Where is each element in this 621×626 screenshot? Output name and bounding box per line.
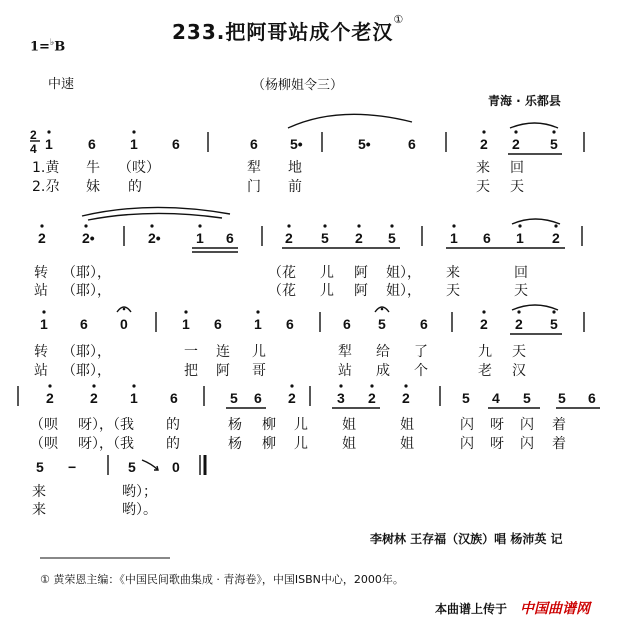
note: 6: [408, 136, 416, 152]
note: 6: [254, 390, 262, 406]
note: 5•: [358, 136, 371, 152]
lyric: 2.尕: [32, 179, 60, 195]
lyric: 杨: [228, 436, 242, 452]
note: 1: [196, 230, 204, 246]
time-signature-top: 2: [30, 128, 37, 142]
lyric: 九: [478, 344, 492, 360]
upload-label: 本曲谱上传于: [435, 602, 508, 616]
note: 6: [226, 230, 234, 246]
lyric: （耶），: [62, 344, 111, 360]
region-label: 青海 · 乐都县: [488, 94, 561, 108]
note: 6: [80, 316, 88, 332]
note: 2: [515, 316, 523, 332]
lyric: （呗: [30, 417, 58, 433]
lyric: 姐: [400, 417, 414, 433]
footnote-text: ① 黄荣恩主编：《中国民间歌曲集成 · 青海卷》，中国ISBN中心，2000年。: [40, 573, 404, 586]
note: 1: [450, 230, 458, 246]
note: −: [68, 459, 77, 475]
lyric: 的: [166, 417, 180, 433]
lyric: 闪: [460, 436, 474, 452]
note: 6: [588, 390, 596, 406]
note: 2: [402, 390, 410, 406]
lyric: 犁: [247, 160, 261, 176]
note: 5: [462, 390, 470, 406]
lyric: 天: [476, 179, 490, 195]
note: 5: [558, 390, 566, 406]
lyric: 汉: [512, 363, 526, 379]
lyric: 姐: [400, 436, 414, 452]
lyric: 来: [32, 502, 46, 518]
lyric: 闪: [460, 417, 474, 433]
note: 2•: [82, 230, 95, 246]
tune-name: （杨柳姐令三）: [252, 78, 344, 93]
lyric: 给: [376, 344, 390, 360]
lyric: （哎）: [118, 160, 160, 176]
note: 2: [480, 136, 488, 152]
lyric: 天: [510, 179, 524, 195]
lyric: 哟）；: [122, 484, 157, 500]
note: 1: [182, 316, 190, 332]
note: 6: [170, 390, 178, 406]
lyric: （耶），: [62, 265, 111, 281]
song-title: 233.把阿哥站成个老汉①: [172, 13, 405, 44]
lyric: 天: [512, 344, 526, 360]
time-signature-bottom: 4: [30, 142, 37, 156]
lyric: 妹: [86, 179, 100, 195]
note: 2: [90, 390, 98, 406]
note: 6: [88, 136, 96, 152]
lyric: 地: [288, 160, 302, 176]
note: 6: [343, 316, 351, 332]
lyric: 前: [288, 179, 302, 195]
lyric: 阿: [216, 363, 230, 379]
lyric: 1.黄: [32, 160, 60, 176]
lyric: 儿: [294, 417, 308, 433]
lyric: 来: [446, 265, 460, 281]
note: 2: [552, 230, 560, 246]
note: 1: [40, 316, 48, 332]
lyric: 来: [476, 160, 490, 176]
note: 5: [523, 390, 531, 406]
key-signature: 1=♭B: [30, 38, 66, 55]
lyric: 儿: [252, 344, 266, 360]
lyric: 连: [216, 344, 230, 360]
lyric: （呗: [30, 436, 58, 452]
lyric: 把: [184, 363, 198, 379]
lyric: 天: [514, 283, 528, 299]
lyric: 回: [510, 160, 524, 176]
lyric: 柳: [262, 436, 276, 452]
note: 2: [285, 230, 293, 246]
lyric: 门: [247, 179, 261, 195]
lyric: （耶），: [62, 283, 111, 299]
lyric: 儿: [320, 283, 334, 299]
note: 6: [172, 136, 180, 152]
lyric: 牛: [86, 160, 100, 176]
lyric: 阿: [354, 265, 368, 281]
performer-credit: 李树林 王存福（汉族）唱 杨沛英 记: [370, 532, 563, 546]
note: 6: [483, 230, 491, 246]
note: 2: [480, 316, 488, 332]
note: 5•: [290, 136, 303, 152]
lyric: 着: [552, 436, 566, 452]
lyric: 站: [338, 363, 352, 379]
note: 5: [550, 136, 558, 152]
lyric: 呀: [490, 417, 504, 433]
note: 2: [355, 230, 363, 246]
lyric: 个: [414, 363, 428, 379]
lyric: 哟）。: [122, 502, 157, 518]
note: 5: [230, 390, 238, 406]
lyric: 站: [34, 363, 48, 379]
note: 2: [288, 390, 296, 406]
lyric: 闪: [520, 417, 534, 433]
note: 6: [250, 136, 258, 152]
note: 6: [420, 316, 428, 332]
lyric: 回: [514, 265, 528, 281]
tempo-marking: 中速: [48, 77, 75, 92]
note: 6: [214, 316, 222, 332]
note: 5: [128, 459, 136, 475]
lyric: 呀），（我: [78, 436, 134, 452]
note: 0: [120, 316, 128, 332]
lyric: 着: [552, 417, 566, 433]
note: 2: [38, 230, 46, 246]
lyric: 阿: [354, 283, 368, 299]
note: 5: [321, 230, 329, 246]
lyric: 天: [446, 283, 460, 299]
note: 1: [45, 136, 53, 152]
lyric: 儿: [294, 436, 308, 452]
lyric: 来: [32, 484, 46, 500]
lyric: （花: [268, 283, 296, 299]
lyric: （花: [268, 265, 296, 281]
note: 2: [46, 390, 54, 406]
site-logo[interactable]: 中国曲谱网: [520, 601, 590, 617]
note: 5: [378, 316, 386, 332]
lyric: 儿: [320, 265, 334, 281]
lyric: 犁: [338, 344, 352, 360]
lyric: 姐），: [386, 265, 421, 281]
lyric: 站: [34, 283, 48, 299]
lyric: 姐: [342, 436, 356, 452]
note: 1: [254, 316, 262, 332]
note: 3: [337, 390, 345, 406]
lyric: （耶），: [62, 363, 111, 379]
lyric: 的: [166, 436, 180, 452]
note: 6: [286, 316, 294, 332]
lyric: 呀），（我: [78, 417, 134, 433]
note: 1: [516, 230, 524, 246]
lyric: 了: [414, 344, 428, 360]
lyric: 哥: [252, 363, 266, 379]
note: 2: [512, 136, 520, 152]
lyric: 姐: [342, 417, 356, 433]
note: 5: [388, 230, 396, 246]
lyric: 姐），: [386, 283, 421, 299]
lyric: 闪: [520, 436, 534, 452]
lyric: 杨: [228, 417, 242, 433]
footnote-mark: ①: [393, 13, 405, 26]
note: 5: [36, 459, 44, 475]
lyric: 柳: [262, 417, 276, 433]
note: 1: [130, 136, 138, 152]
lyric: 转: [34, 344, 48, 360]
lyric: 的: [128, 179, 142, 195]
note: 2•: [148, 230, 161, 246]
lyric: 呀: [490, 436, 504, 452]
note: 0: [172, 459, 180, 475]
lyric: 一: [184, 344, 198, 360]
note: 5: [550, 316, 558, 332]
lyric: 转: [34, 265, 48, 281]
note: 4: [492, 390, 500, 406]
note: 1: [130, 390, 138, 406]
lyric: 成: [376, 363, 390, 379]
note: 2: [368, 390, 376, 406]
lyric: 老: [478, 363, 492, 379]
